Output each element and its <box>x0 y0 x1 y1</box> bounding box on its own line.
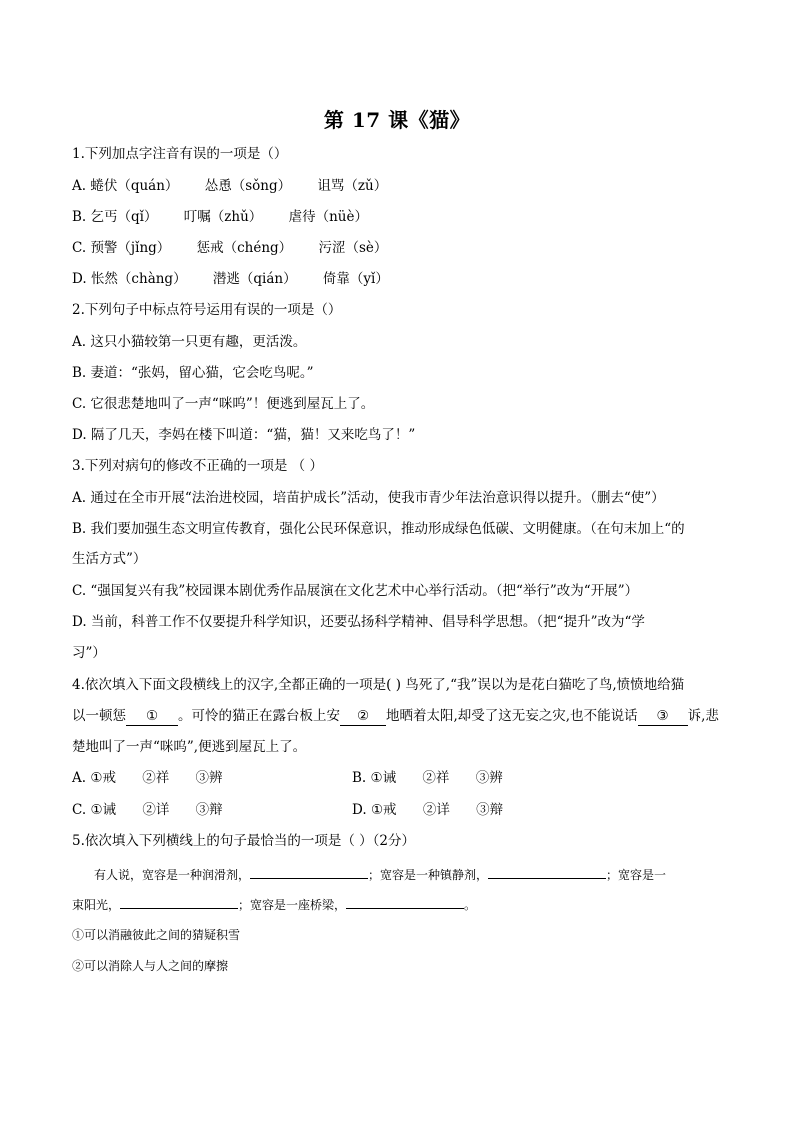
q4-option-a: A. ①戒 ②祥 ③辨 <box>72 770 223 786</box>
q4-passage-line1: 4.依次填入下面文段横线上的汉字,全都正确的一项是( ) 鸟死了,“我”误以为是花白猫吃了鸟,愤愤地给猫 <box>72 677 685 693</box>
q5-blank-4 <box>346 894 464 909</box>
q2-option-b: B. 妻道：“张妈，留心猫，它会吃鸟呢。” <box>72 365 314 381</box>
q5-passage-line2: 束阳光， ；宽容是一座桥梁， 。 <box>72 894 476 914</box>
q1-stem: 1.下列加点字注音有误的一项是（） <box>72 146 288 162</box>
q2-option-a: A. 这只小猫较第一只更有趣，更活泼。 <box>72 334 307 350</box>
q4-option-c: C. ①诫 ②详 ③辩 <box>72 802 223 818</box>
q1-option-d: D. 怅然（chàng） 潜逃（qián） 倚靠（yǐ） <box>72 271 389 287</box>
q4-passage-line3: 楚地叫了一声“咪呜”,便逃到屋瓦上了。 <box>72 739 307 755</box>
q2-stem: 2.下列句子中标点符号运用有误的一项是（） <box>72 302 342 318</box>
q5-passage-line1: 有人说，宽容是一种润滑剂， ；宽容是一种镇静剂， ；宽容是一 <box>94 864 666 884</box>
q3-option-b: B. 我们要加强生态文明宣传教育，强化公民环保意识，推动形成绿色低碳、文明健康。（在句末加上“的 <box>72 521 685 537</box>
q2-option-c: C. 它很悲楚地叫了一声“咪呜”！便逃到屋瓦上了。 <box>72 396 375 412</box>
q5-blank-2 <box>488 864 606 879</box>
q2-option-d: D. 隔了几天，李妈在楼下叫道：“猫，猫！又来吃鸟了！” <box>72 427 416 443</box>
q3-option-d: D. 当前，科普工作不仅要提升科学知识，还要弘扬科学精神、倡导科学思想。（把“提升”改为“学 <box>72 614 645 630</box>
q1-option-c: C. 预警（jǐng） 惩戒（chéng） 污涩（sè） <box>72 240 388 256</box>
q5-blank-1 <box>250 864 368 879</box>
q5-choice-2: ②可以消除人与人之间的摩擦 <box>72 959 229 973</box>
q3-option-b-cont: 生活方式”） <box>72 551 147 567</box>
q5-stem: 5.依次填入下列横线上的句子最恰当的一项是（ ）（2分） <box>72 833 416 849</box>
q3-option-d-cont: 习”） <box>72 645 106 661</box>
q1-option-a: A. 蜷伏（quán） 怂恿（sǒng） 诅骂（zǔ） <box>72 178 388 194</box>
q3-option-c: C. “强国复兴有我”校园课本剧优秀作品展演在文化艺术中心举行活动。（把“举行”改为“开展”） <box>72 583 639 599</box>
q1-option-b: B. 乞丐（qǐ） 叮嘱（zhǔ） 虐待（nüè） <box>72 209 368 225</box>
q4-blank-1: ① <box>126 707 178 726</box>
q4-option-b: B. ①诫 ②祥 ③辨 <box>352 770 503 786</box>
q3-option-a: A. 通过在全市开展“法治进校园，培苗护成长”活动，使我市青少年法治意识得以提升。（删去“使”） <box>72 490 665 506</box>
q5-choice-1: ①可以消融彼此之间的猜疑积雪 <box>72 928 241 942</box>
q4-blank-3: ③ <box>638 707 688 726</box>
q3-stem: 3.下列对病句的修改不正确的一项是 （ ） <box>72 458 323 474</box>
q4-blank-2: ② <box>340 707 386 726</box>
q5-blank-3 <box>120 894 238 909</box>
page-title: 第 17 课《猫》 <box>323 108 471 132</box>
q4-option-d: D. ①戒 ②详 ③辩 <box>352 802 504 818</box>
q4-passage-line2: 以一顿惩 ① 。可怜的猫正在露台板上安 ② 地晒着太阳,却受了这无妄之灾,也不能说话 ③ 诉,悲 <box>72 708 719 724</box>
